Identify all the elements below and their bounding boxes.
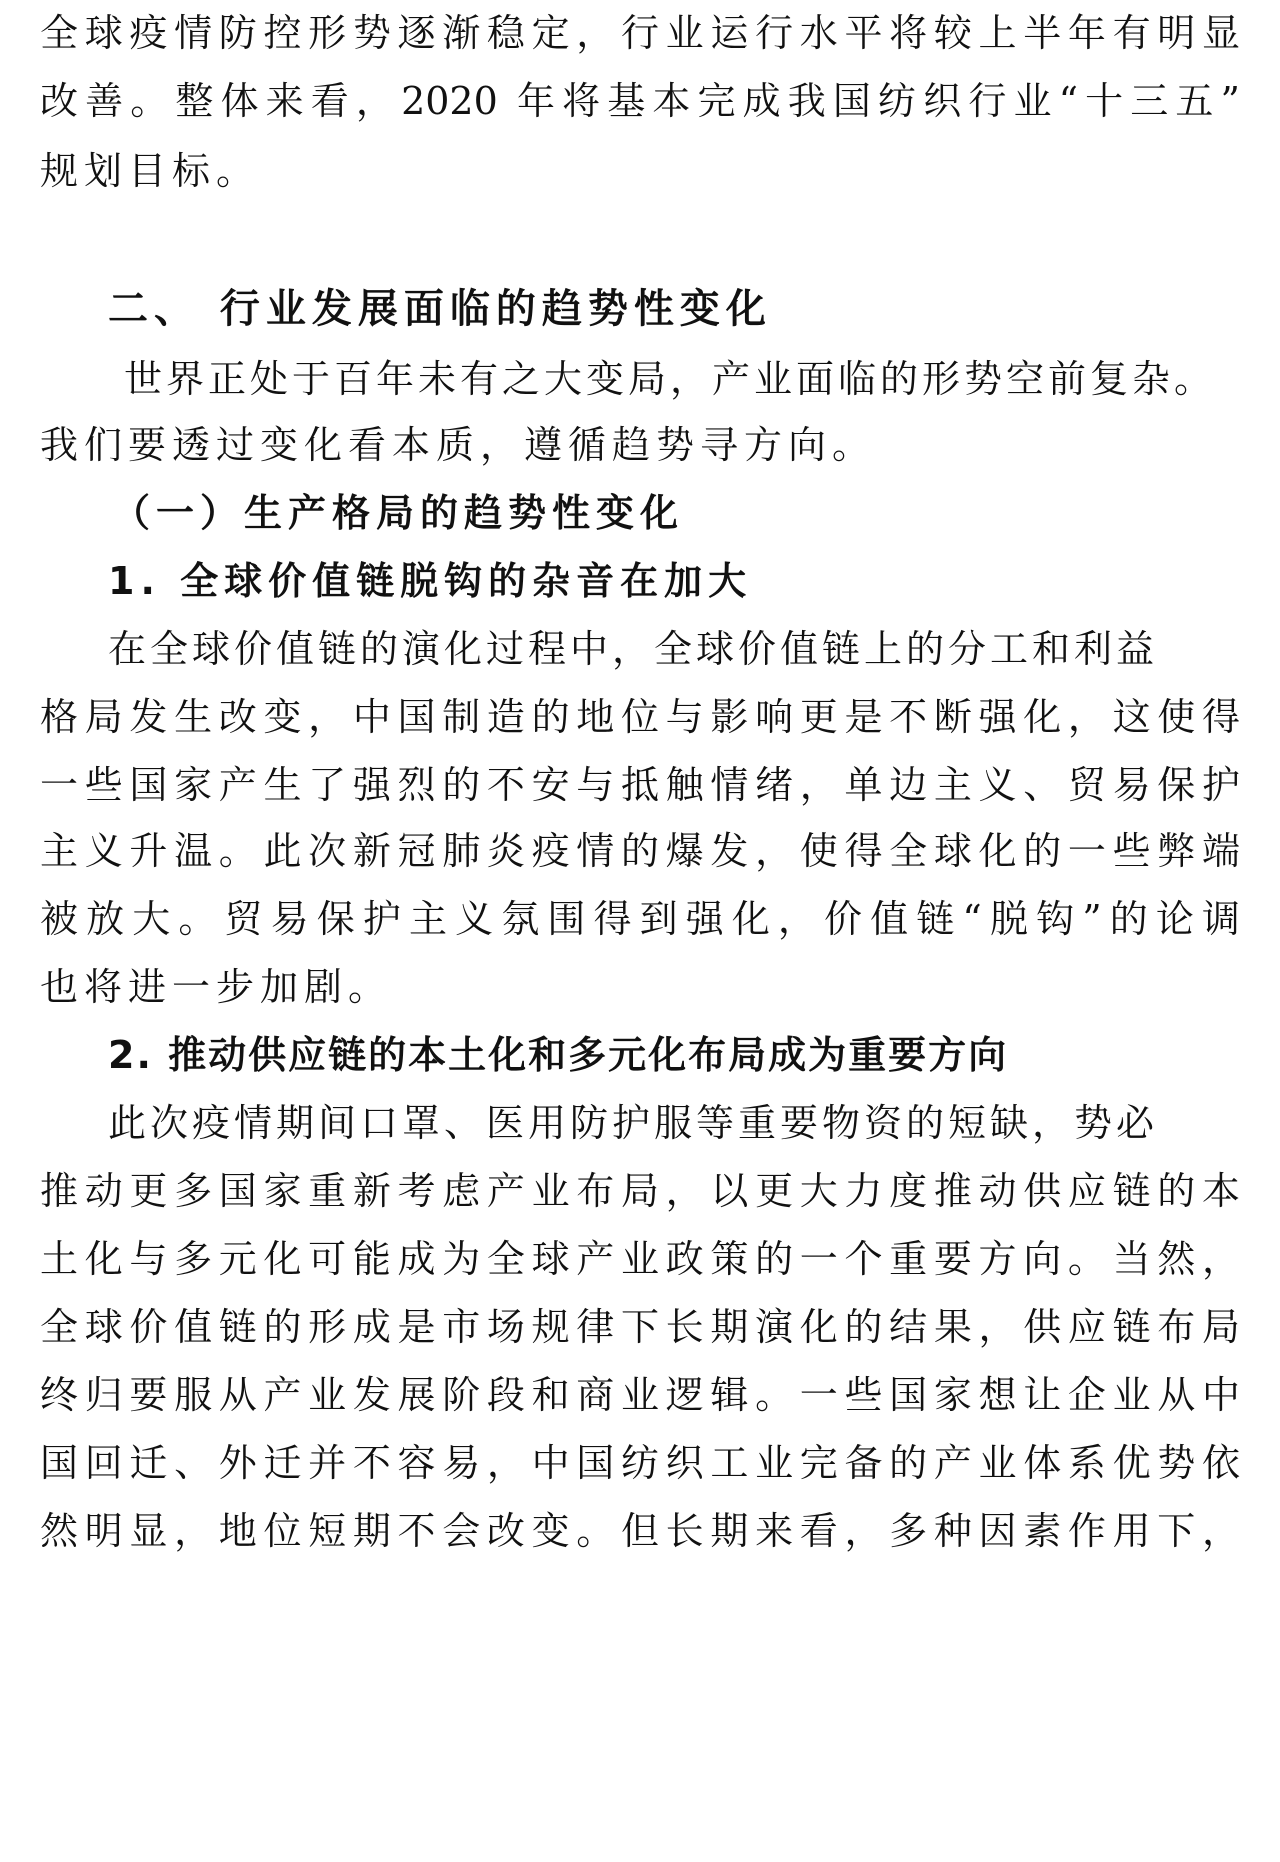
paragraph-line: 全球价值链的形成是市场规律下长期演化的结果，供应链布局: [40, 1305, 1240, 1349]
paragraph-line: 规划目标。: [40, 149, 261, 193]
paragraph-line: 格局发生改变，中国制造的地位与影响更是不断强化，这使得: [40, 695, 1240, 739]
subsection-heading: （一）生产格局的趋势性变化: [112, 491, 685, 535]
section-heading: 二、 行业发展面临的趋势性变化: [108, 286, 772, 332]
paragraph-line: 国回迁、外迁并不容易，中国纺织工业完备的产业体系优势依: [40, 1441, 1240, 1485]
paragraph-line: 也将进一步加剧。: [40, 965, 393, 1009]
paragraph-line: 土化与多元化可能成为全球产业政策的一个重要方向。当然，: [40, 1237, 1240, 1281]
paragraph-line: 推动更多国家重新考虑产业布局，以更大力度推动供应链的本: [40, 1169, 1240, 1213]
paragraph-line: 我们要透过变化看本质，遵循趋势寻方向。: [40, 423, 877, 467]
paragraph-line: 一些国家产生了强烈的不安与抵触情绪，单边主义、贸易保护: [40, 763, 1240, 807]
paragraph-line: 改善。整体来看，2020 年将基本完成我国纺织行业“十三五”: [40, 79, 1240, 123]
subsection-heading: 1. 全球价值链脱钩的杂音在加大: [108, 559, 753, 603]
paragraph-line: 全球疫情防控形势逐渐稳定，行业运行水平将较上半年有明显: [40, 11, 1240, 55]
paragraph-line: 世界正处于百年未有之大变局，产业面临的形势空前复杂。: [124, 357, 1217, 401]
paragraph-line: 终归要服从产业发展阶段和商业逻辑。一些国家想让企业从中: [40, 1373, 1240, 1417]
paragraph-line: 此次疫情期间口罩、医用防护服等重要物资的短缺，势必: [108, 1101, 1159, 1145]
paragraph-line: 被放大。贸易保护主义氛围得到强化，价值链“脱钩”的论调: [40, 897, 1240, 941]
subsection-heading: 2. 推动供应链的本土化和多元化布局成为重要方向: [108, 1033, 1009, 1077]
paragraph-line: 在全球价值链的演化过程中，全球价值链上的分工和利益: [108, 627, 1159, 671]
paragraph-line: 然明显，地位短期不会改变。但长期来看，多种因素作用下，: [40, 1509, 1240, 1553]
paragraph-line: 主义升温。此次新冠肺炎疫情的爆发，使得全球化的一些弊端: [40, 829, 1240, 873]
